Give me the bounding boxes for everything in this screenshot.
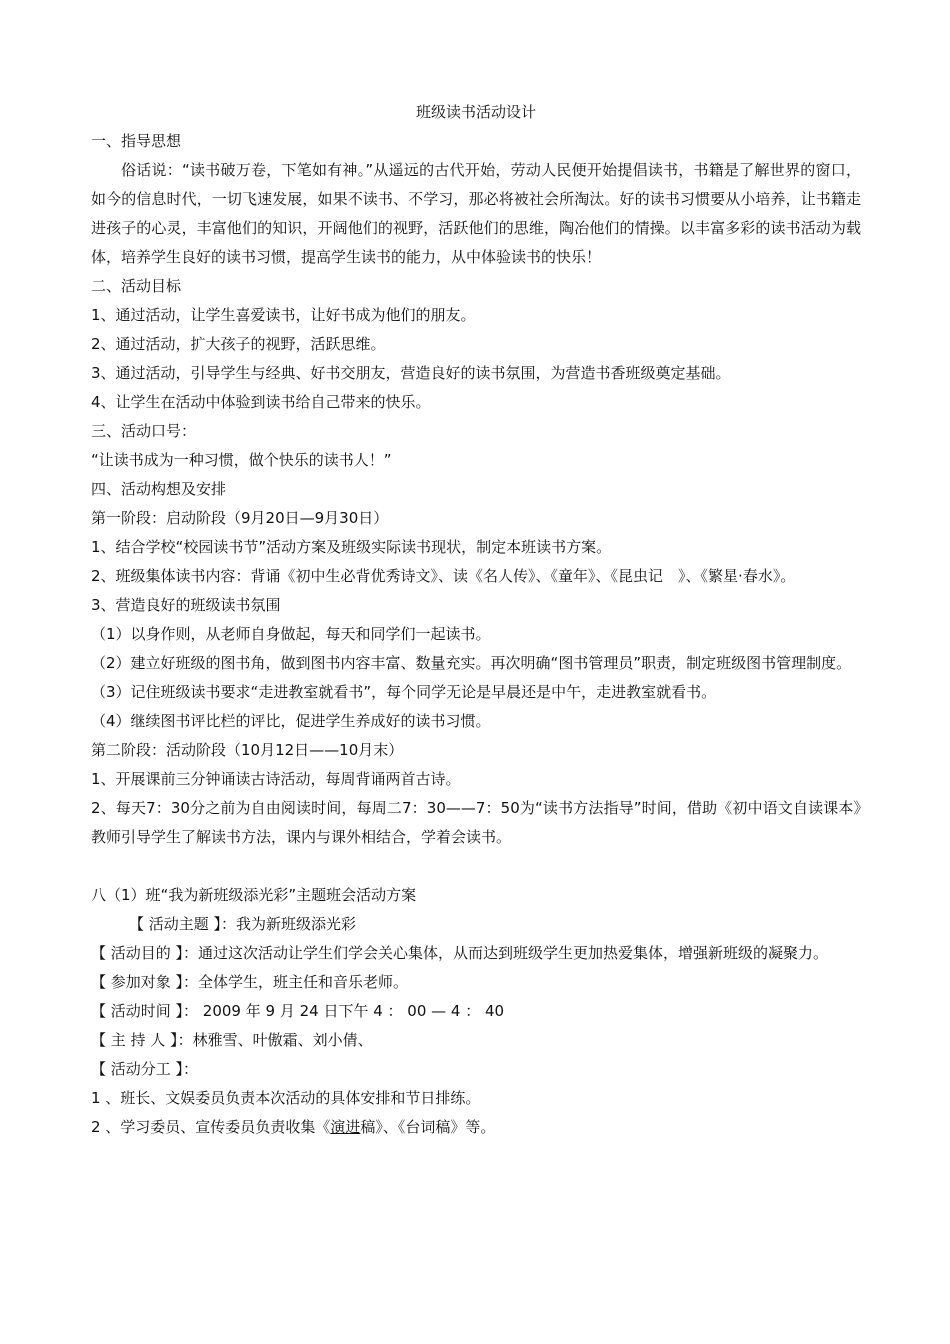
section-heading: 一、指导思想 (91, 132, 182, 150)
list-item: 3、营造良好的班级读书氛围 (91, 596, 281, 614)
section-heading: 四、活动构想及安排 (91, 480, 227, 498)
list-item: 2、通过活动，扩大孩子的视野，活跃思维。 (91, 335, 386, 353)
activity-time: 【 活动时间 】： 2009 年 9 月 24 日下午 4 ： 00 — 4 ： 40 (91, 1002, 505, 1020)
document-page (91, 98, 861, 1142)
sub-item: （4）继续图书评比栏的评比，促进学生养成好的读书习惯。 (91, 712, 491, 730)
activity-participants: 【 参加对象 】：全体学生，班主任和音乐老师。 (91, 973, 409, 991)
item-text: 2 、学习委员、宣传委员负责收集《 (91, 1118, 331, 1136)
list-item: 4、让学生在活动中体验到读书给自己带来的快乐。 (91, 393, 431, 411)
paragraph: 俗话说：“读书破万卷，下笔如有神。”从遥远的古代开始，劳动人民便开始提倡读书，书籍是了解世界的窗口，如今的信息时代，一切飞速发展，如果不读书、不学习，那必将被社会所淘汰。好的读书习惯要从小培养，让书籍走进孩子的心灵，丰富他们的知识，开阔他们的视野，活跃他们的思维，陶冶他们的情操。以丰富多彩的读书活动为载体，培养学生良好的读书习惯，提高学生读书的能力，从中体验读书的快乐！ (91, 161, 861, 266)
section-heading: 三、活动口号： (91, 422, 197, 440)
underlined-text: 演进 (330, 1118, 361, 1136)
activity-division: 【 活动分工 】： (91, 1060, 199, 1078)
list-item: 1、开展课前三分钟诵读古诗活动，每周背诵两首古诗。 (91, 770, 461, 788)
sub-item: （1）以身作则，从老师自身做起，每天和同学们一起读书。 (91, 625, 491, 643)
item-text: 稿》、《台词稿》等。 (360, 1118, 496, 1136)
list-item (91, 1113, 861, 1142)
list-item: 3、通过活动，引导学生与经典、好书交朋友，营造良好的读书氛围，为营造书香班级奠定基础。 (91, 364, 731, 382)
sub-item: （2）建立好班级的图书角，做到图书内容丰富、数量充实。再次明确“图书管理员”职责，制定班级图书管理制度。 (91, 654, 852, 672)
activity-theme: 【 活动主题 】：我为新班级添光彩 (129, 915, 357, 933)
slogan: “让读书成为一种习惯，做个快乐的读书人！” (91, 451, 392, 469)
plan-heading: 八（1）班“我为新班级添光彩”主题班会活动方案 (91, 886, 417, 904)
stage-heading: 第一阶段：启动阶段（9月20日—9月30日） (91, 509, 389, 527)
list-item: 1、通过活动，让学生喜爱读书，让好书成为他们的朋友。 (91, 306, 476, 324)
list-item: 2、每天7：30分之前为自由阅读时间，每周二7：30——7：50为“读书方法指导”时间，借助《初中语文自读课本》教师引导学生了解读书方法，课内与课外相结合，学着会读书。 (91, 799, 861, 846)
doc-title: 班级读书活动设计 (415, 103, 536, 121)
activity-hosts: 【 主 持 人 】：林雅雪、叶傲霜、刘小倩、 (91, 1031, 373, 1049)
blank-line (91, 852, 861, 881)
stage-heading: 第二阶段：活动阶段（10月12日——10月末） (91, 741, 404, 759)
activity-purpose: 【 活动目的 】：通过这次活动让学生们学会关心集体，从而达到班级学生更加热爱集体，增强新班级的凝聚力。 (91, 944, 829, 962)
list-item: 1 、班长、文娱委员负责本次活动的具体安排和节日排练。 (91, 1089, 481, 1107)
sub-item: （3）记住班级读书要求“走进教室就看书”，每个同学无论是早晨还是中午，走进教室就看书。 (91, 683, 717, 701)
list-item: 2、班级集体读书内容：背诵《初中生必背优秀诗文》、读《名人传》、《童年》、《昆虫记 》、《繁星·春水》。 (91, 567, 796, 585)
section-heading: 二、活动目标 (91, 277, 182, 295)
list-item: 1、结合学校“校园读书节”活动方案及班级实际读书现状，制定本班读书方案。 (91, 538, 612, 556)
